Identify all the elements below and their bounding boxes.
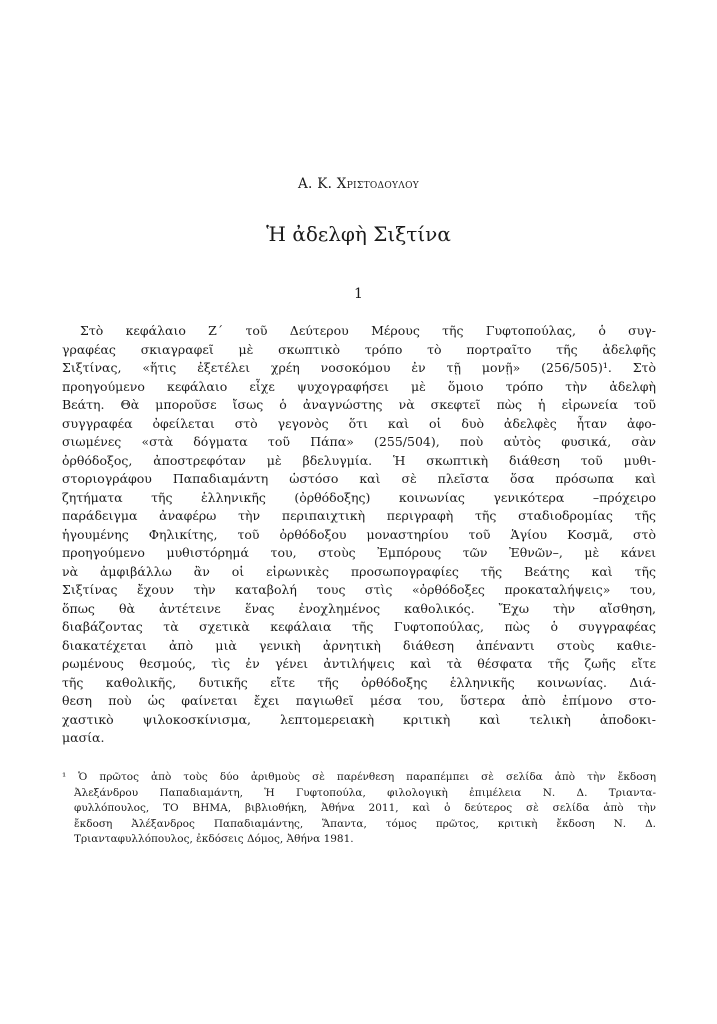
- body-line: σιωμένες «στὰ δόγματα τοῦ Πάπα» (255/504), ποὺ αὐτὸς φυσικά, σὰν: [62, 434, 656, 449]
- body-line: ἡγουμένης Φηλικίτης, τοῦ ὀρθόδοξου μοναστηρίου τοῦ Ἁγίου Κοσμᾶ, στὸ: [62, 526, 656, 542]
- footnote-line: ἔκδοση Ἀλέξανδρος Παπαδιαμάντης, Ἅπαντα, τόμος πρῶτος, κριτικὴ ἔκδοση Ν. Δ.: [74, 817, 656, 830]
- footnote-line: φυλλόπουλος, ΤΟ ΒΗΜΑ, βιβλιοθήκη, Ἀθήνα 2011, καὶ ὁ δεύτερος σὲ σελίδα ἀπὸ τὴν: [74, 802, 656, 814]
- body-line: νὰ ἀμφιβάλλω ἂν οἱ εἰρωνικὲς προσωπογραφίες τῆς Βεάτης καὶ τῆς: [62, 563, 656, 579]
- section-number: 1: [354, 286, 363, 302]
- body-line: ρωμένους θεσμούς, τὶς ἐν γένει ἀντιλήψεις καὶ τὰ θέσφατα τῆς ζωῆς εἴτε: [62, 656, 656, 671]
- body-line: στοριογράφου Παπαδιαμάντη ὡστόσο καὶ σὲ πλεῖστα ὅσα πρόσωπα καὶ: [62, 471, 656, 486]
- body-line: προηγούμενο μυθιστόρημά του, στοὺς Ἐμπόρους τῶν Ἐθνῶν–, μὲ κάνει: [62, 545, 656, 560]
- footnote: [62, 770, 656, 848]
- body-line: προηγούμενο κεφάλαιο εἶχε ψυχογραφήσει μὲ ὅμοιο τρόπο τὴν ἀδελφὴ: [62, 378, 656, 394]
- article-title: Ἡ ἀδελφὴ Σιξτίνα: [266, 222, 451, 246]
- body-line: θεση ποὺ ὡς φαίνεται ἔχει παγιωθεῖ μέσα του, ὕστερα ἀπὸ ἐπίμονο στο-: [62, 693, 656, 708]
- body-line: διαβάζοντας τὰ σχετικὰ κεφάλαια τῆς Γυφτοπούλας, πὼς ὁ συγγραφέας: [62, 619, 656, 634]
- body-line: ὅπως θὰ ἀντέτεινε ἕνας ἐνοχλημένος καθολικός. Ἔχω τὴν αἴσθηση,: [62, 600, 656, 616]
- body-line: συγγραφέα ὀφείλεται στὸ γεγονὸς ὅτι καὶ οἱ δυὸ ἀδελφὲς ἦταν ἀφο-: [62, 415, 656, 431]
- body-line: παράδειγμα ἀναφέρω τὴν περιπαιχτικὴ περιγραφὴ τῆς σταδιοδρομίας τῆς: [62, 508, 656, 523]
- body-line: ζητήματα τῆς ἑλληνικῆς (ὀρθόδοξης) κοινωνίας γενικότερα –πρόχειρο: [62, 489, 656, 505]
- body-line: διακατέχεται ἀπὸ μιὰ γενικὴ ἀρνητικὴ διάθεση ἀπέναντι στοὺς καθιε-: [62, 637, 656, 653]
- body-line: ὀρθόδοξος, ἀποστρεφόταν μὲ βδελυγμία. Ἡ σκωπτικὴ διάθεση τοῦ μυθι-: [62, 452, 656, 468]
- footnote-line: Τριανταφυλλόπουλος, ἐκδόσεις Δόμος, Ἀθήνα 1981.: [74, 833, 354, 845]
- body-line: μασία.: [62, 730, 105, 745]
- author-name: Α. Κ. Χριστοδουλου: [297, 176, 419, 192]
- body-line: τῆς καθολικῆς, δυτικῆς εἴτε τῆς ὀρθόδοξης ἑλληνικῆς κοινωνίας. Διά-: [62, 674, 656, 690]
- body-line: Σιξτίνας, «ἥτις ἐξετέλει χρέη νοσοκόμου ἐν τῇ μονῇ» (256/505)¹. Στὸ: [62, 360, 656, 375]
- body-line: Σιξτίνας ἔχουν τὴν καταβολή τους στὶς «ὀρθόδοξες προκαταλήψεις» του,: [62, 582, 656, 597]
- body-line: χαστικὸ ψιλοκοσκίνισμα, λεπτομερειακὴ κριτικὴ καὶ τελικὴ ἀποδοκι-: [62, 711, 656, 727]
- body-line: Βεάτη. Θὰ μποροῦσε ἴσως ὁ ἀναγνώστης νὰ σκεφτεῖ πὼς ἡ εἰρωνεία τοῦ: [62, 397, 656, 412]
- footnote-line: Ἀλεξάνδρου Παπαδιαμάντη, Ἡ Γυφτοπούλα, φιλολογικὴ ἐπιμέλεια Ν. Δ. Τριαντα-: [74, 786, 656, 799]
- body-line: Στὸ κεφάλαιο Ζ΄ τοῦ Δεύτερου Μέρους τῆς Γυφτοπούλας, ὁ συγ-: [80, 323, 656, 338]
- footnote-line: ¹ Ὁ πρῶτος ἀπὸ τοὺς δύο ἀριθμοὺς σὲ παρένθεση παραπέμπει σὲ σελίδα ἀπὸ τὴν ἔκδοση: [62, 771, 656, 783]
- body-paragraph: [62, 322, 656, 748]
- body-line: γραφέας σκιαγραφεῖ μὲ σκωπτικὸ τρόπο τὸ πορτραῖτο τῆς ἀδελφῆς: [62, 341, 656, 357]
